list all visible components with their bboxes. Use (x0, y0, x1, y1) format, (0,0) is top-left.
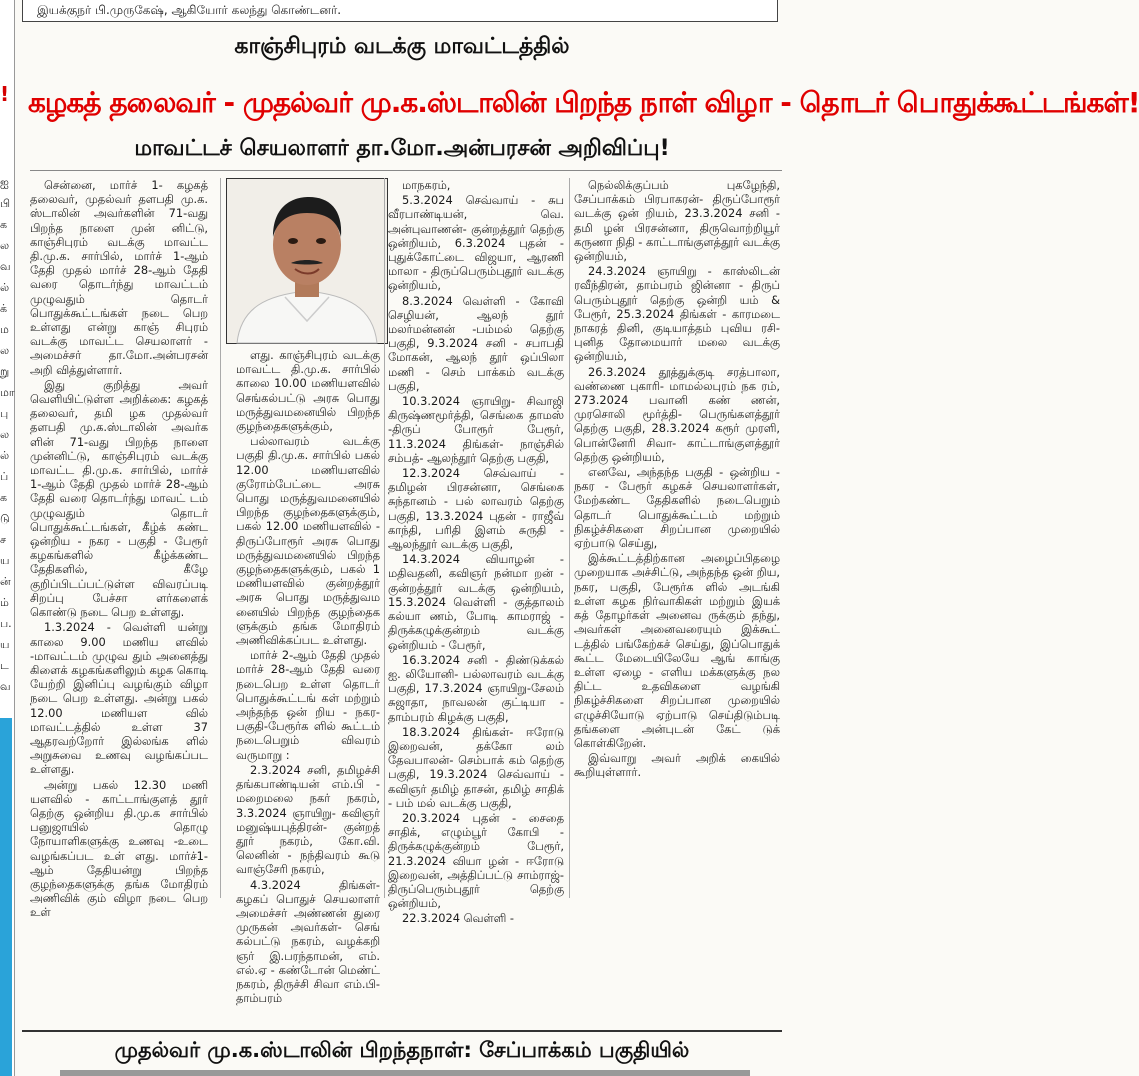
fragment-text: று (0, 365, 10, 378)
paragraph: 4.3.2024 திங்கள்- கழகப் பொதுச் செயலாளர் அமைச்சர் அண்ணன் துரை முருகன் அவர்கள்- செங் கல்பட்டு நகரம், வழக்கறி ஞர் இ.பரந்தாமன், எம். எல்.ஏ - கண்டோன் மெண்ட் நகரம், திருச்சி சிவா எம்.பி- தாம்பரம் (236, 877, 380, 1006)
portrait-photo (226, 178, 388, 344)
fragment-text: க் (0, 302, 8, 315)
fragment-text: வ (0, 680, 11, 693)
paragraph: 14.3.2024 வியாழன் - மதிவதனி, கவிஞர் நன்மா றன் - குன்றத்தூர் வடக்கு ஒன்றியம், 15.3.2024 வெள்ளி - குத்தாலம் கல்யா ணம், போடி காமராஜ் - திருக்கழுக்குன்றம் வடக்கு ஒன்றியம் - பேரூர், (388, 552, 564, 652)
paragraph: 24.3.2024 ஞாயிறு - காஸ்லிடன் ரவீந்திரன், தாம்பரம் ஜின்னா - திருப் பெரும்புதூர் தெற்கு ஒன்றி யம் & பேரூர், 25.3.2024 திங்கள் - காரமடை நாகரத் தினி, குடியாத்தம் புவிய ரசி- புனித தோமையார் மலை வடக்கு ஒன்றியம், (574, 264, 780, 364)
main-headline: கழகத் தலைவர் - முதல்வர் மு.க.ஸ்டாலின் பிறந்த நாள் விழா - தொடர் பொதுக்கூட்டங்கள்! (28, 86, 1139, 119)
kicker-heading: காஞ்சிபுரம் வடக்கு மாவட்டத்தில் (234, 34, 570, 59)
paragraph: 20.3.2024 புதன் - சைதை சாதிக், எழும்பூர் கோபி - திருக்கழுக்குன்றம் பேரூர், 21.3.2024 வியா ழன் - ஈரோடு இறைவன், அத்திப்பட்டு சாம்ராஜ்- திருப்பெரும்புதூர் தெற்கு ஒன்றியம், (388, 810, 564, 911)
fragment-text: க (0, 491, 8, 504)
paragraph: 26.3.2024 தூத்துக்குடி சரத்பாலா, வண்ணை புகாரி- மாமல்லபுரம் நக ரம், 273.2024 பவானி கண் ணன், முரசொலி மூர்த்தி- பெருங்களத்தூர் தெற்கு பகுதி, 28.3.2024 கரூர் முரளி, பொன்னேரி சிவா- காட்டாங்குளத்தூர் தெற்கு ஒன்றியம், (574, 364, 780, 464)
fragment-text: பி (0, 197, 11, 210)
paragraph: பல்லாவரம் வடக்கு பகுதி தி.மு.க. சார்பில் பகல் 12.00 மணியளவில் குரோம்பேட்டை அரசு பொது மருத்துவமனையில் பிறந்த குழந்தைகளுக்கும், பகல் 12.00 மணியளவில் - திருப்போரூர் அரசு பொது மருத்துவமனையில் பிறந்த குழந்தைகளுக்கும், பகல் 1 மணியளவில் குன்றத்தூர் அரசு பொது மருத்துவம னையில் பிறந்த குழந்தைக ளுக்கும் தங்க மோதிரம் அணிவிக்கப்பட உள்ளது. (236, 434, 380, 648)
previous-article-tail: இயக்குநர் பி.முருகேஷ், ஆகியோர் கலந்து கொண்டனர். (22, 0, 778, 22)
fragment-text: வ (0, 260, 11, 273)
paragraph: 10.3.2024 ஞாயிறு- சிவாஜி கிருஷ்ணமூர்த்தி, செங்கை தாமஸ் -திருப் போரூர் பேரூர், 11.3.2024 திங்கள்- நாஞ்சில் சம்பத்- ஆலந்தூர் தெற்கு பகுதி, (388, 394, 564, 465)
column-rule (569, 178, 570, 898)
paragraph: 22.3.2024 வெள்ளி - (402, 911, 514, 926)
fragment-text: ப் (0, 470, 9, 483)
next-article-headline: முதல்வர் மு.க.ஸ்டாலின் பிறந்தநாள்: சேப்பாக்கம் பகுதியில் (114, 1038, 690, 1062)
fragment-text: ட (0, 659, 9, 672)
paragraph: எனவே, அந்தந்த பகுதி - ஒன்றிய - நகர - பேரூர் கழகச் செயலாளர்கள், மேற்கண்ட தேதிகளில் நடைபெறும் தொடர் பொதுக்கூட்டம் மற்றும் நிகழ்ச்சிகளை சிறப்பான முறையில் ஏற்பாடு செய்து, (574, 465, 780, 551)
paragraph: இவ்வாறு அவர் அறிக் கையில் கூறியுள்ளார். (574, 751, 780, 780)
fragment-text: ம (0, 323, 9, 336)
portrait-illustration (227, 179, 387, 343)
fragment-text: ல (0, 344, 10, 357)
divider (30, 170, 782, 171)
paragraph: 8.3.2024 வெள்ளி - கோவி செழியன், ஆலந் தூர் மலர்மன்னன் -பம்மல் தெற்கு பகுதி, 9.3.2024 சனி - சபாபதி மோகன், ஆலந் தூர் ஒப்பிலா மணி - செம் பாக்கம் வடக்கு பகுதி, (388, 293, 564, 393)
fragment-text: ல் (0, 281, 10, 294)
fragment-text: ம் (0, 596, 9, 609)
paragraph: மார்ச் 2-ஆம் தேதி முதல் மார்ச் 28-ஆம் தேதி வரை நடைபெற உள்ள தொடர் பொதுக்கூட்டங் கள் மற்றும் அந்தந்த ஒன் றிய - நகர-பகுதி-பேரூர்க ளில் கூட்டம் நடைபெறும் விவரம் வருமாறு : (236, 648, 380, 762)
fragment-text: ல (0, 428, 10, 441)
paragraph: மாநகரம், (402, 178, 451, 192)
fragment-text: பு (0, 407, 9, 420)
fragment-text: ன் (0, 575, 11, 588)
fragment-text: ஐ (0, 176, 9, 189)
paragraph: அன்று பகல் 12.30 மணி யளவில் - காட்டாங்குளத் தூர் தெற்கு ஒன்றிய தி.மு.க சார்பில் பனுஜாயில் தொழு நோயாளிகளுக்கு உணவு -உடை வழங்கப்பட உள் ளது. மார்ச்1-ஆம் தேதியன்று பிறந்த குழந்தைகளுக்கு தங்க மோதிரம் அணிவிக் கும் விழா நடை பெற உள் (30, 777, 208, 920)
paragraph: 2.3.2024 சனி, தமிழச்சி தங்கபாண்டியன் எம்.பி - மறைமலை நகர் நகரம், 3.3.2024 ஞாயிறு- கவிஞர் மனுஷ்யபுத்திரன்- குன்றத் தூர் நகரம், கோ.வி. லெனின் - நந்திவரம் கூடு வாஞ்சேரி நகரம், (236, 762, 380, 877)
fragment-text: ச (0, 533, 7, 546)
paragraph: 5.3.2024 செவ்வாய் - சுப வீரபாண்டியன், வெ. அன்புவாணன்- குன்றத்தூர் தெற்கு ஒன்றியம், 6.3.2024 புதன் - புதுக்கோட்டை விஜயா, ஆரணி மாலா - திருப்பெரும்புதூர் வடக்கு ஒன்றியம், (388, 193, 564, 293)
cropped-text-line (60, 1070, 750, 1076)
paragraph: 16.3.2024 சனி - திண்டுக்கல் ஐ. லியோனி- பல்லாவரம் வடக்கு பகுதி, 17.3.2024 ஞாயிறு-சேலம் சுஜாதா, நாவலன் குட்டியா - தாம்பரம் கிழக்கு பகுதி, (388, 652, 564, 724)
bottom-divider (22, 1030, 782, 1032)
paragraph: நெல்லிக்குப்பம் புகழேந்தி, சேப்பாக்கம் பிரபாகரன்- திருப்போரூர் வடக்கு ஒன் றியம், 23.3.2024 சனி - தமி ழன் பிரசன்னா, திருவொற்றியூர் கருணா நிதி - காட்டாங்குளத்தூர் வடக்கு ஒன்றியம், (574, 178, 780, 264)
paragraph: இக்கூட்டத்திற்கான அழைப்பிதழை முறையாக அச்சிட்டு, அந்தந்த ஒன் றிய, நகர, பகுதி, பேரூர்க ளில் அடங்கி உள்ள கழக நிர்வாகிகள் மற்றும் இயக் கத் தோழர்கள் அனைவ ருக்கும் தந்து, அவர்கள் அனைவரையும் இக்கூட் டத்தில் பங்கேற்கச் செய்து, இப்பொதுக் கூட்ட மேடையிலேயே ஆங் காங்கு உள்ள ஏழை - எளிய மக்களுக்கு நல திட்ட உதவிகளை வழங்கி நிகழ்ச்சிகளை சிறப்பான முறையில் எழுச்சியோடு ஏற்பாடு செய்திடும்படி தங்களை அன்புடன் கேட் டுக் கொள்கிறேன். (574, 551, 780, 750)
fragment-text: ல (0, 239, 10, 252)
fragment-text: ல் (0, 449, 10, 462)
column-1 (30, 178, 208, 920)
fragment-text: ய (0, 554, 10, 567)
column-rule (384, 178, 385, 898)
column-rule (220, 178, 221, 898)
paragraph: 12.3.2024 செவ்வாய் - தமிழன் பிரசன்னா, செங்கை சுந்தானம் - பல் லாவரம் தெற்கு பகுதி, 13.3.2024 புதன் - ராஜீவ் காந்தி, பரிதி இளம் சுருதி - ஆலந்தூர் வடக்கு பகுதி, (388, 466, 564, 552)
paragraph: 18.3.2024 திங்கள்- ஈரோடு இறைவன், தக்கோ லம் தேவபாலன்- செம்பாக் கம் தெற்கு பகுதி, 19.3.2024 செவ்வாய் - கவிஞர் தமிழ் தாசன், தமிழ் சாதிக் - பம் மல் வடக்கு பகுதி, (388, 724, 564, 810)
sub-headline: மாவட்டச் செயலாளர் தா.மோ.அன்பரசன் அறிவிப்பு! (134, 136, 670, 161)
paragraph: ளது. காஞ்சிபுரம் வடக்கு மாவட்ட தி.மு.க. சார்பில் காலை 10.00 மணியளவில் செங்கல்பட்டு அரசு பொது மருத்துவமனையில் பிறந்த குழந்தைகளுக்கும், (236, 348, 380, 434)
fragment-text: டு (0, 512, 10, 525)
paragraph: இது குறித்து அவர் வெளியிட்டுள்ள அறிக்கை: கழகத் தலைவர், தமி ழக முதல்வர் தளபதி மு.க.ஸ்டாலின் அவர்க ளின் 71-வது பிறந்த நாளை முன்னிட்டு, காஞ்சிபுரம் வடக்கு மாவட்ட தி.மு.க. சார்பில், மார்ச் 1-ஆம் தேதி முதல் மார்ச் 28-ஆம் தேதி வரை தொடர்ந்து மாவட் டம் முழுவதும் தொடர் பொதுக்கூட்டங்கள், கீழ்க் கண்ட ஒன்றிய - நகர - பகுதி - பேரூர் கழகங்களில் கீழ்க்கண்ட தேதிகளில், கீழே குறிப்பிடப்பட்டுள்ள விவரப்படி சிறப்பு பேச்சா ளர்களைக் கொண்டு நடை பெற உள்ளது. (30, 377, 208, 620)
fragment-text: ய (0, 638, 10, 651)
fragment-text: மா (0, 386, 15, 399)
blue-ad-edge (0, 718, 12, 1076)
column-4 (574, 178, 780, 898)
fragment-text: ! (0, 82, 10, 106)
fragment-text: க (0, 218, 8, 231)
column-2 (236, 348, 380, 1006)
paragraph: சென்னை, மார்ச் 1- கழகத் தலைவர், முதல்வர் தளபதி மு.க. ஸ்டாலின் அவர்களின் 71-வது பிறந்த நாளை முன் னிட்டு, காஞ்சிபுரம் வடக்கு மாவட்ட தி.மு.க. சார்பில், மார்ச் 1-ஆம் தேதி முதல் மார்ச் 28-ஆம் தேதி வரை தொடர்ந்து மாவட்டம் முழுவதும் தொடர் பொதுக்கூட்டங்கள் நடை பெற உள்ளது என்று காஞ் சிபுரம் வடக்கு மாவட்ட செயலாளர் - அமைச்சர் தா.மோ.அன்பரசன் அறி வித்துள்ளார். (30, 178, 208, 377)
column-3 (388, 178, 564, 926)
paragraph: 1.3.2024 - வெள்ளி யன்று காலை 9.00 மணிய ளவில் -மாவட்டம் முழுவ தும் அனைத்து கிளைக் கழகங்களிலும் கழக கொடி யேற்றி இனிப்பு வழங்கும் விழா நடை பெற உள்ளது. அன்று பகல் 12.00 மணியள வில் மாவட்டத்தில் உள்ள 37 ஆதரவற்றோர் இல்லங்க ளில் அறுசுவை உணவு வழங்கப்பட உள்ளது. (30, 620, 208, 777)
fragment-text: ப. (0, 617, 12, 630)
